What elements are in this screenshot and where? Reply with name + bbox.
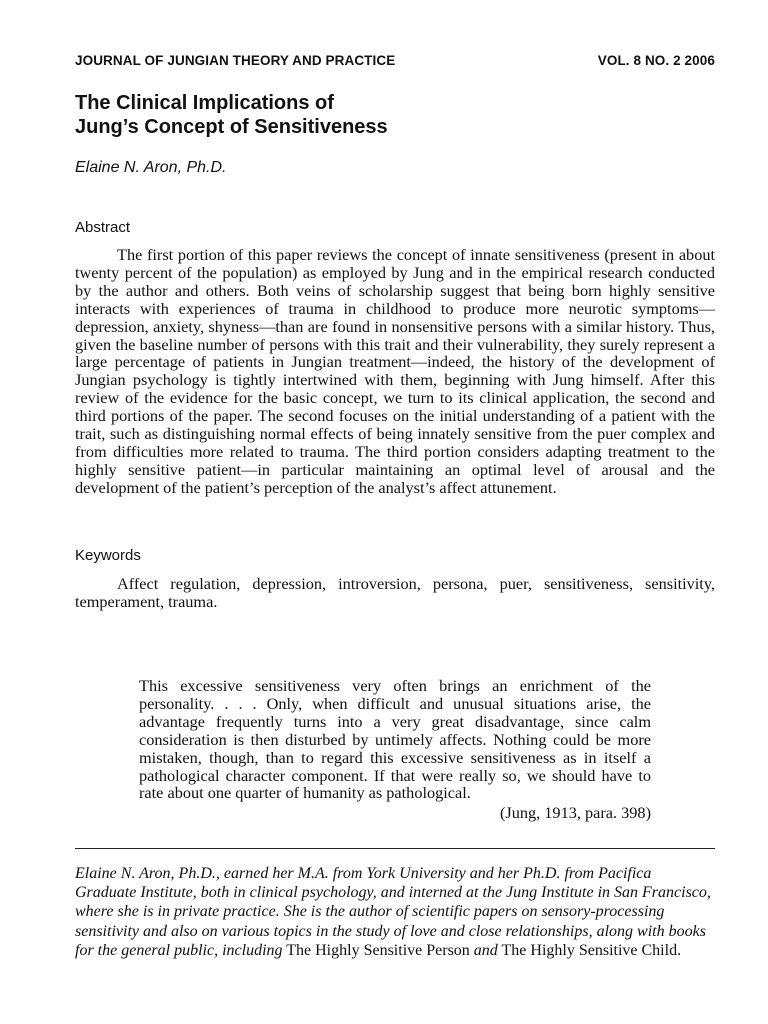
volume-issue: VOL. 8 NO. 2 2006 xyxy=(597,53,715,68)
keywords-text: Affect regulation, depression, introversion, persona, puer, sensitiveness, sensitivity, temperament, trauma. xyxy=(75,574,715,611)
author-name: Elaine N. Aron, Ph.D. xyxy=(75,159,227,176)
title-line: The Clinical Implications of xyxy=(75,92,334,114)
journal-name: JOURNAL OF JUNGIAN THEORY AND PRACTICE xyxy=(75,53,396,68)
epigraph-text: This excessive sensitiveness very often brings an enrichment of the personality. . . . Only, when difficult and unusual situations arise, the advantage frequently turns into a very great disadvantage, since calm consideration is then disturbed by untimely affects. Nothing could be more mistaken, though, than to regard this excessive sensitiveness as in itself a pathological character component. If that were really so, we should have to rate about one quarter of humanity as pathological. xyxy=(139,676,651,803)
article-title xyxy=(75,91,388,139)
bio-text: Elaine N. Aron, Ph.D., earned her M.A. from York University and her Ph.D. from Pacifica Graduate Institute, both in clinical psychology, and interned at the Jung Institute in San Francisco, where she is in private practice. She is the author of scientific papers on sensory-processing sensitivity and also on various topics in the study of love and close relationships, along with books for the general public, including xyxy=(75,865,711,959)
bio-book-title: The Highly Sensitive Child. xyxy=(501,941,682,959)
epigraph xyxy=(139,677,651,822)
footnote-divider xyxy=(75,848,715,849)
bio-conjunction: and xyxy=(473,941,498,959)
author-bio xyxy=(75,864,715,960)
epigraph-citation: (Jung, 1913, para. 398) xyxy=(499,803,651,823)
abstract-heading: Abstract xyxy=(75,219,131,236)
abstract-text: The first portion of this paper reviews the concept of innate sensitiveness (present in about twenty percent of the population) as employed by Jung and in the empirical research conducted by the author and others. Both veins of scholarship suggest that being born highly sensitive interacts with experiences of trauma in childhood to produce more neurotic symptoms—depression, anxiety, shyness—than are found in nonsensitive persons with a similar history. Thus, given the baseline number of persons with this trait and their vulnerability, they surely represent a large percentage of patients in Jungian treatment—indeed, the history of the development of Jungian psychology is tightly intertwined with them, beginning with Jung himself. After this review of the evidence for the basic concept, we turn to its clinical application, the second and third portions of the paper. The second focuses on the initial understanding of a patient with the trait, such as distinguishing normal effects of being innately sensitive from the puer complex and from difficulties more related to trauma. The third portion considers adapting treatment to the highly sensitive patient—in particular maintaining an optimal level of arousal and the development of the patient’s perception of the analyst’s affect attunement. xyxy=(75,245,715,497)
title-line: Jung’s Concept of Sensitiveness xyxy=(75,116,388,138)
keywords-heading: Keywords xyxy=(75,547,141,564)
bio-book-title: The Highly Sensitive Person xyxy=(286,941,470,959)
